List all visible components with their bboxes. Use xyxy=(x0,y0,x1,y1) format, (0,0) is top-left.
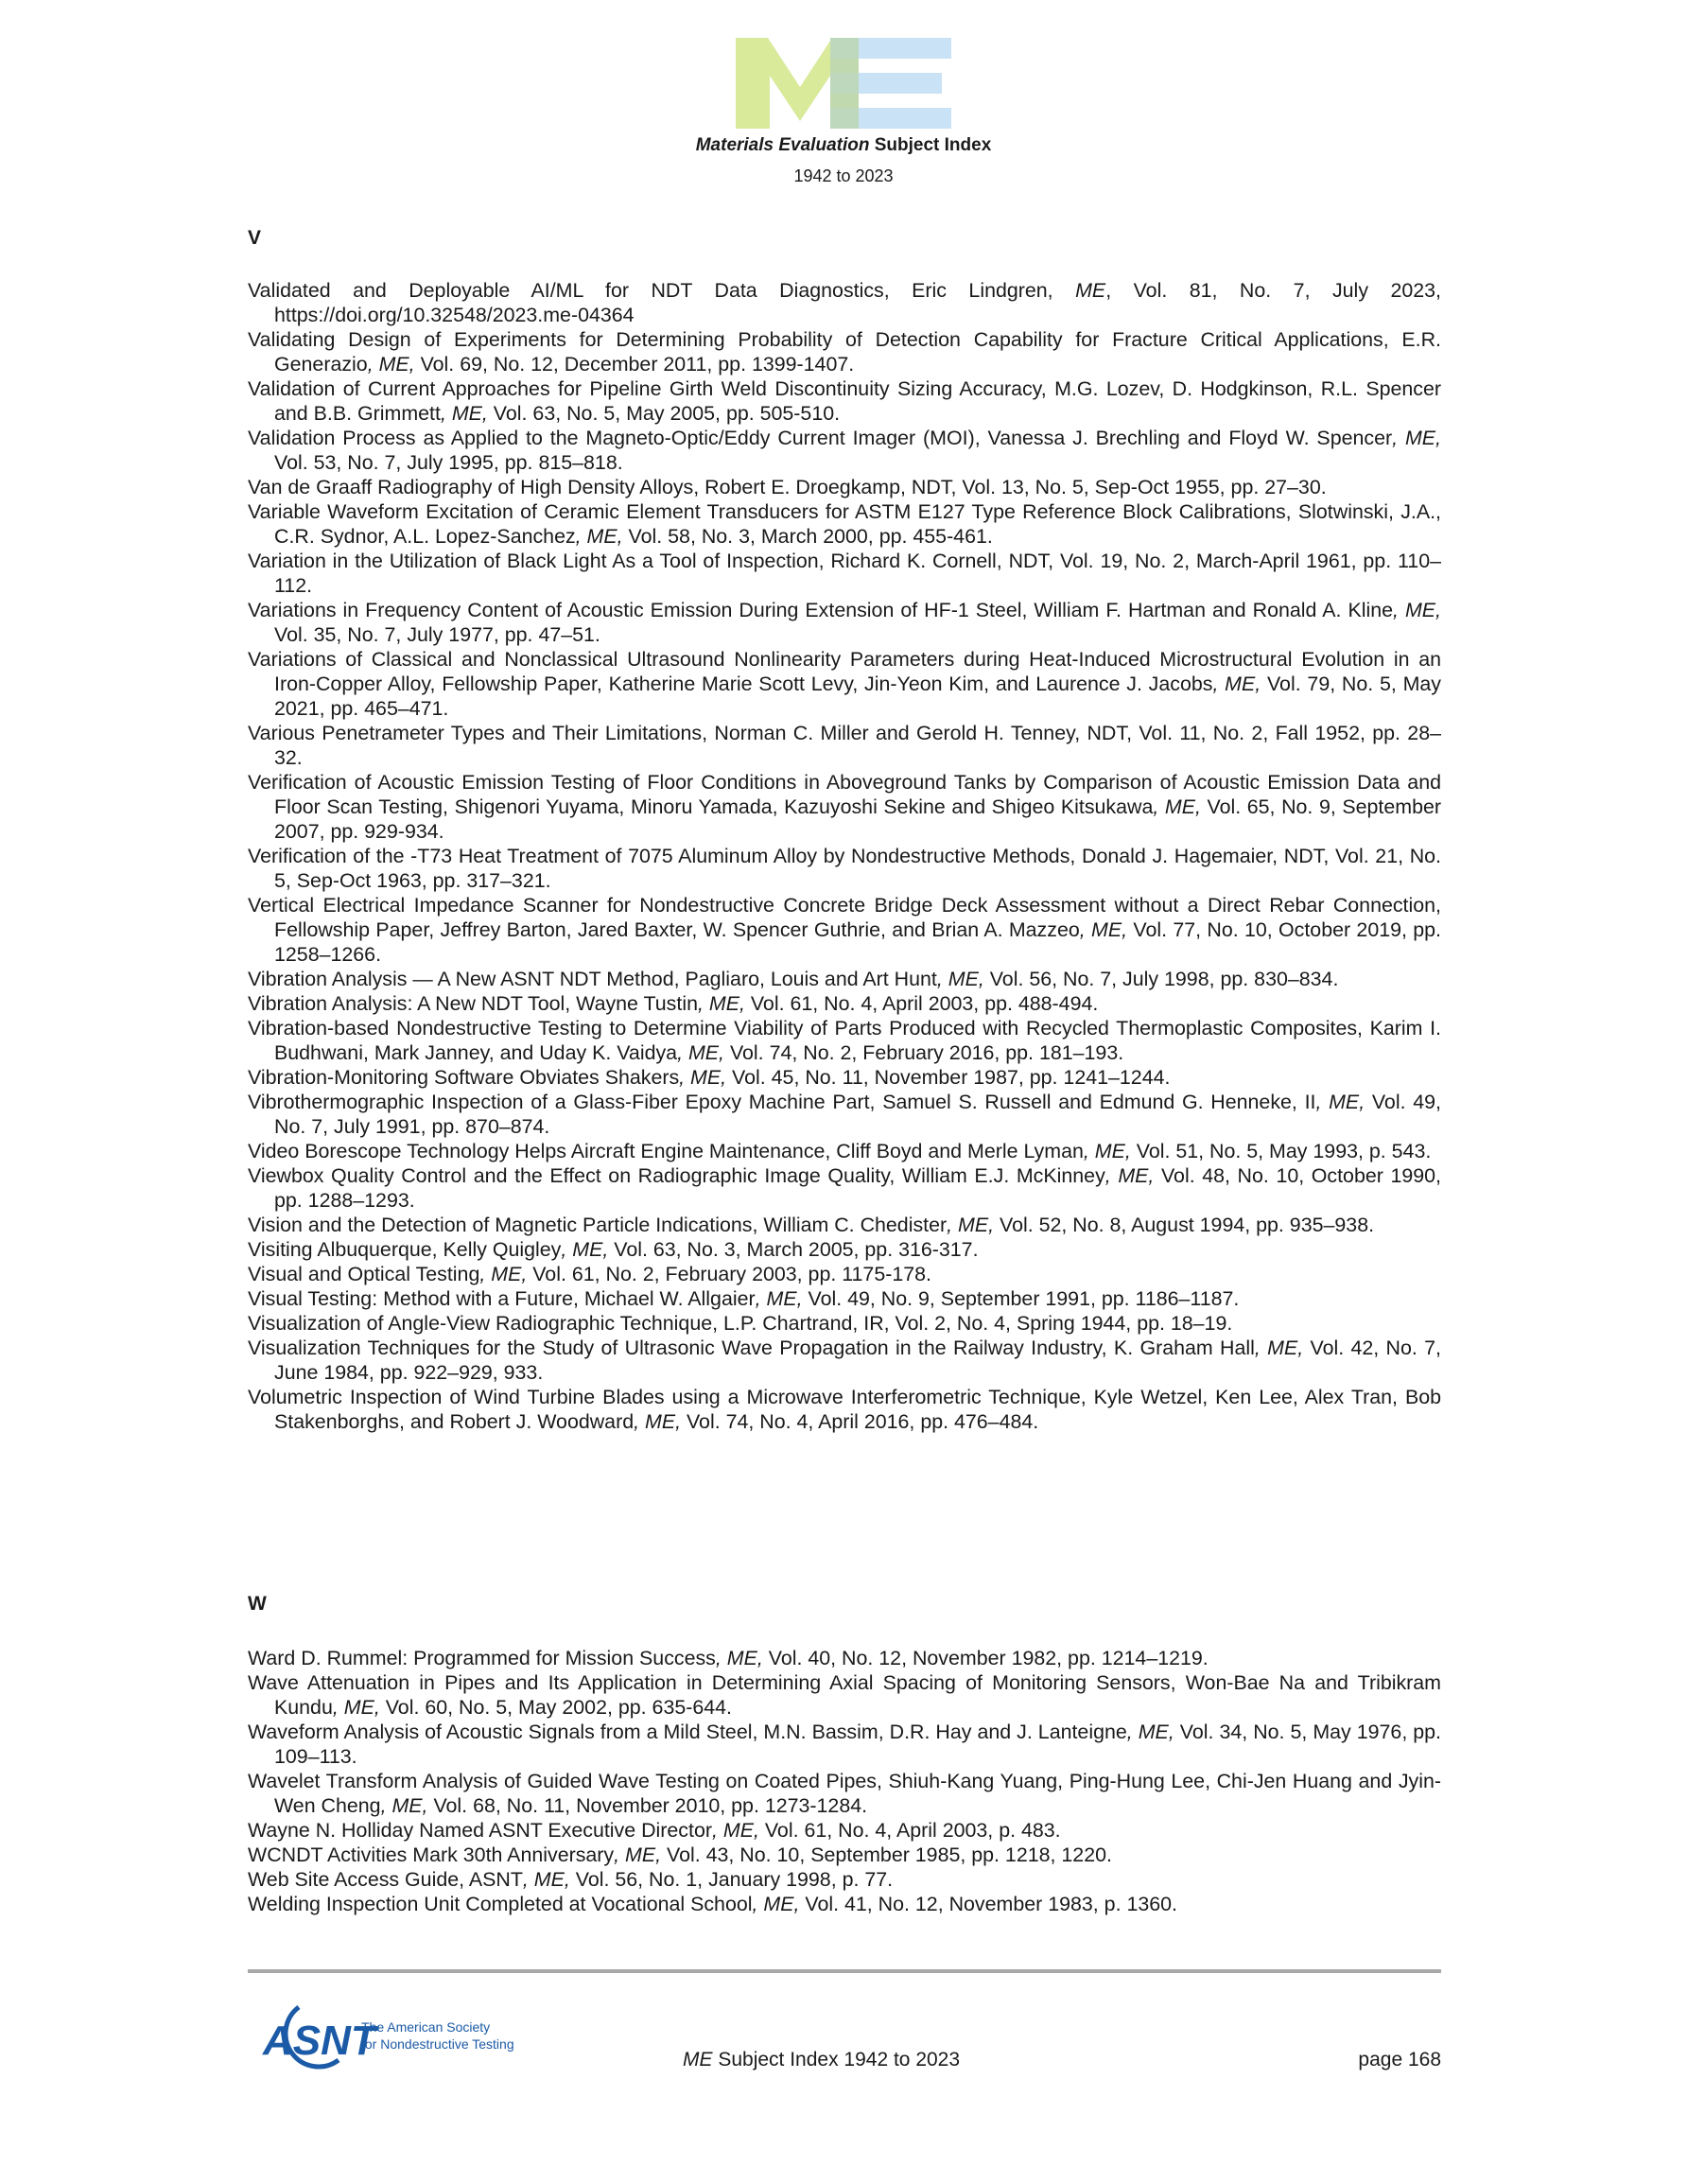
entry-title: Vision and the Detection of Magnetic Particle Indications, William C. Chedister xyxy=(248,1214,948,1236)
index-years: 1942 to 2023 xyxy=(793,166,894,185)
entry-journal: , ME, xyxy=(614,1843,662,1866)
entry-title: Visualization of Angle-View Radiographic Technique, L.P. Chartrand, IR, Vol. 2, No. 4, Spring 1944, pp. 18–19. xyxy=(248,1312,1233,1335)
entry-title: Verification of the -T73 Heat Treatment of 7075 Aluminum Alloy by Nondestructive Methods, Donald J. Hagemaier, NDT, Vol. 21, No. 5, Sep-Oct 1963, pp. 317–321. xyxy=(248,845,1441,892)
entry-citation: Vol. 48, No. 10, October 1990, pp. 1288–1293. xyxy=(274,1164,1441,1212)
entry-title: Wave Attenuation in Pipes and Its Application in Determining Axial Spacing of Monitoring Sensors, Won-Bae Na and Tribikram Kundu xyxy=(248,1671,1441,1719)
entry-title: Visual Testing: Method with a Future, Michael W. Allgaier xyxy=(248,1287,756,1310)
index-title: Materials Evaluation Subject Index xyxy=(695,135,992,155)
entry-journal: , ME, xyxy=(367,353,415,376)
entry-journal: , ME, xyxy=(1393,599,1441,621)
index-entry xyxy=(248,893,1441,967)
entry-citation: Vol. 63, No. 3, March 2005, pp. 316-317. xyxy=(608,1238,979,1261)
entry-title: Vibration-Monitoring Software Obviates Shakers xyxy=(248,1066,680,1089)
svg-text:for Nondestructive Testing: for Nondestructive Testing xyxy=(361,2036,514,2052)
entry-journal: , ME, xyxy=(697,992,745,1015)
entry-journal: , ME, xyxy=(1153,795,1201,818)
entry-citation: Vol. 60, No. 5, May 2002, pp. 635-644. xyxy=(379,1696,732,1719)
index-entry xyxy=(248,1867,1441,1892)
entry-journal: , ME, xyxy=(1104,1164,1155,1187)
entry-journal: , ME, xyxy=(332,1696,380,1719)
index-entry xyxy=(248,844,1441,893)
index-entry xyxy=(248,967,1441,991)
entry-title: Validation Process as Applied to the Magneto-Optic/Eddy Current Imager (MOI), Vanessa J. Brechling and Floyd W. Spencer xyxy=(248,427,1393,449)
entry-title: Vibration Analysis — A New ASNT NDT Method, Pagliaro, Louis and Art Hunt xyxy=(248,968,937,990)
index-entry xyxy=(248,499,1441,549)
entry-citation: Vol. 79, No. 5, May 2021, pp. 465–471. xyxy=(274,673,1441,720)
index-entry xyxy=(248,1065,1441,1090)
entry-journal: , ME, xyxy=(755,1287,803,1310)
index-entry xyxy=(248,1090,1441,1139)
entry-title: Volumetric Inspection of Wind Turbine Blades using a Microwave Interferometric Technique, Kyle Wetzel, Ken Lee, Alex Tran, Bob Stakenborghs, and Robert J. Woodward xyxy=(248,1386,1441,1433)
index-entry xyxy=(248,1385,1441,1434)
entry-title: Various Penetrameter Types and Their Limitations, Norman C. Miller and Gerold H. Tenney, NDT, Vol. 11, No. 2, Fall 1952, pp. 28–32. xyxy=(248,722,1441,769)
entry-citation: Vol. 52, No. 8, August 1994, pp. 935–938. xyxy=(994,1214,1375,1236)
entry-journal: , ME, xyxy=(440,402,488,425)
entry-journal: , ME, xyxy=(752,1893,800,1915)
entry-citation: Vol. 65, No. 9, September 2007, pp. 929-934. xyxy=(274,795,1442,843)
entry-journal: , ME, xyxy=(479,1263,528,1285)
entry-title: Viewbox Quality Control and the Effect on Radiographic Image Quality, William E.J. McKinney xyxy=(248,1164,1105,1187)
entry-title: Variations of Classical and Nonclassical Ultrasound Nonlinearity Parameters during Heat-Induced Microstructural Evolution in an Iron-Copper Alloy, Fellowship Paper, Katherine Marie Scott Levy, Jin-Yeon Kim, and Laurence J. Jacobs xyxy=(248,648,1441,695)
entry-citation: Vol. 43, No. 10, September 1985, pp. 1218, 1220. xyxy=(661,1843,1112,1866)
entry-journal: , ME, xyxy=(1079,918,1128,941)
entry-title: Ward D. Rummel: Programmed for Mission Success xyxy=(248,1647,716,1669)
entry-citation: Vol. 68, No. 11, November 2010, pp. 1273-1284. xyxy=(427,1794,868,1817)
entry-citation: Vol. 77, No. 10, October 2019, pp. 1258–1266. xyxy=(274,918,1442,966)
entry-title: Vertical Electrical Impedance Scanner for Nondestructive Concrete Bridge Deck Assessment without a Direct Rebar Connection, Fellowship Paper, Jeffrey Barton, Jared Baxter, W. Spencer Guthrie, and Brian A. Mazzeo xyxy=(248,894,1441,941)
entry-title: Wayne N. Holliday Named ASNT Executive Director xyxy=(248,1819,712,1842)
entry-title: WCNDT Activities Mark 30th Anniversary xyxy=(248,1843,615,1866)
entry-citation: Vol. 74, No. 2, February 2016, pp. 181–193. xyxy=(724,1041,1124,1064)
entry-citation: Vol. 49, No. 7, July 1991, pp. 870–874. xyxy=(274,1091,1441,1138)
index-entry xyxy=(248,426,1441,475)
index-entry xyxy=(248,1262,1441,1286)
entry-title: Variation in the Utilization of Black Light As a Tool of Inspection, Richard K. Cornell, NDT, Vol. 19, No. 2, March-April 1961, pp. 110–112. xyxy=(248,550,1441,597)
entry-title: Welding Inspection Unit Completed at Vocational School xyxy=(248,1893,753,1915)
index-entry xyxy=(248,1336,1441,1385)
index-entry xyxy=(248,647,1441,721)
entry-title: Visualization Techniques for the Study of Ultrasonic Wave Propagation in the Railway Industry, K. Graham Hall xyxy=(248,1337,1255,1359)
entry-title: Variable Waveform Excitation of Ceramic Element Transducers for ASTM E127 Type Reference Block Calibrations, Slotwinski, J.A., C.R. Sydnor, A.L. Lopez-Sanchez xyxy=(248,500,1441,548)
entry-citation: Vol. 61, No. 2, February 2003, pp. 1175-178. xyxy=(527,1263,931,1285)
section-letter-v: V xyxy=(248,227,262,249)
index-entry xyxy=(248,1843,1441,1867)
entry-journal: , ME, xyxy=(947,1214,995,1236)
entry-journal: , ME, xyxy=(711,1819,759,1842)
entry-journal: , ME, xyxy=(936,968,984,990)
index-entry xyxy=(248,1139,1441,1163)
index-entry xyxy=(248,721,1441,770)
entry-title: Van de Graaff Radiography of High Density Alloys, Robert E. Droegkamp, NDT, Vol. 13, No. 5, Sep-Oct 1955, pp. 27–30. xyxy=(248,476,1327,498)
index-entry xyxy=(248,991,1441,1016)
index-entry xyxy=(248,1670,1441,1720)
asnt-logo xyxy=(261,1998,526,2071)
index-entry xyxy=(248,770,1441,844)
entry-journal: ME xyxy=(1075,279,1106,302)
entry-title: Vibrothermographic Inspection of a Glass-Fiber Epoxy Machine Part, Samuel S. Russell and Edmund G. Henneke, II xyxy=(248,1091,1316,1113)
svg-text:The American Society: The American Society xyxy=(361,2019,491,2035)
index-entry xyxy=(248,1769,1441,1818)
entry-citation: , Vol. 81, No. 7, July 2023, https://doi.org/10.32548/2023.me-04364 xyxy=(274,279,1441,326)
svg-text:ASNT: ASNT xyxy=(263,2018,376,2064)
entry-title: Vibration Analysis: A New NDT Tool, Wayne Tustin xyxy=(248,992,698,1015)
index-entry xyxy=(248,1311,1441,1336)
entry-title: Verification of Acoustic Emission Testing of Floor Conditions in Aboveground Tanks by Comparison of Acoustic Emission Data and Floor Scan Testing, Shigenori Yuyama, Minoru Yamada, Kazuyoshi Sekine and Shigeo Kitsukawa xyxy=(248,771,1441,818)
entry-journal: , ME, xyxy=(679,1066,727,1089)
index-entry xyxy=(248,1646,1441,1670)
entry-citation: Vol. 61, No. 4, April 2003, p. 483. xyxy=(758,1819,1061,1842)
me-logo xyxy=(736,38,951,129)
entry-citation: Vol. 58, No. 3, March 2000, pp. 455-461. xyxy=(622,525,993,548)
section-letter-w: W xyxy=(248,1593,267,1615)
index-entry xyxy=(248,1213,1441,1237)
entry-citation: Vol. 53, No. 7, July 1995, pp. 815–818. xyxy=(274,451,623,474)
index-entry xyxy=(248,1818,1441,1843)
entry-citation: Vol. 56, No. 7, July 1998, pp. 830–834. xyxy=(983,968,1339,990)
entry-citation: Vol. 41, No. 12, November 1983, p. 1360. xyxy=(799,1893,1177,1915)
entry-journal: , ME, xyxy=(575,525,623,548)
section-w-entries xyxy=(248,1646,1441,1916)
entry-citation: Vol. 42, No. 7, June 1984, pp. 922–929, 933. xyxy=(274,1337,1441,1384)
entry-citation: Vol. 40, No. 12, November 1982, pp. 1214–1219. xyxy=(762,1647,1209,1669)
entry-title: Waveform Analysis of Acoustic Signals from a Mild Steel, M.N. Bassim, D.R. Hay and J. Lanteigne xyxy=(248,1721,1127,1743)
entry-journal: , ME, xyxy=(715,1647,763,1669)
entry-citation: Vol. 63, No. 5, May 2005, pp. 505-510. xyxy=(487,402,841,425)
footer-rule xyxy=(248,1969,1441,1973)
entry-journal: , ME, xyxy=(1126,1721,1174,1743)
index-entry xyxy=(248,475,1441,499)
entry-citation: Vol. 35, No. 7, July 1977, pp. 47–51. xyxy=(274,623,600,646)
entry-title: Vibration-based Nondestructive Testing to Determine Viability of Parts Produced with Recycled Thermoplastic Composites, Karim I. Budhwani, Mark Janney, and Uday K. Vaidya xyxy=(248,1017,1441,1064)
entry-title: Web Site Access Guide, ASNT xyxy=(248,1868,523,1891)
entry-journal: , ME, xyxy=(1212,673,1261,695)
entry-citation: Vol. 69, No. 12, December 2011, pp. 1399-1407. xyxy=(414,353,855,376)
index-entry xyxy=(248,1892,1441,1916)
entry-citation: Vol. 45, No. 11, November 1987, pp. 1241–1244. xyxy=(726,1066,1171,1089)
entry-citation: Vol. 51, No. 5, May 1993, p. 543. xyxy=(1130,1140,1432,1162)
entry-journal: , ME, xyxy=(1083,1140,1131,1162)
entry-journal: , ME, xyxy=(677,1041,724,1064)
entry-citation: Vol. 74, No. 4, April 2016, pp. 476–484. xyxy=(681,1410,1039,1433)
entry-journal: , ME, xyxy=(561,1238,609,1261)
entry-title: Validating Design of Experiments for Determining Probability of Detection Capability for Fracture Critical Applications, E.R. Generazio xyxy=(248,328,1441,376)
entry-journal: , ME, xyxy=(522,1868,570,1891)
index-entry xyxy=(248,278,1441,327)
entry-journal: , ME, xyxy=(634,1410,682,1433)
index-entry xyxy=(248,1286,1441,1311)
index-entry xyxy=(248,598,1441,647)
entry-title: Validated and Deployable AI/ML for NDT Data Diagnostics, Eric Lindgren, xyxy=(248,279,1076,302)
entry-citation: Vol. 49, No. 9, September 1991, pp. 1186–1187. xyxy=(802,1287,1240,1310)
entry-title: Variations in Frequency Content of Acoustic Emission During Extension of HF-1 Steel, William F. Hartman and Ronald A. Kline xyxy=(248,599,1394,621)
entry-title: Validation of Current Approaches for Pipeline Girth Weld Discontinuity Sizing Accuracy, M.G. Lozev, D. Hodgkinson, R.L. Spencer and B.B. Grimmett xyxy=(248,377,1441,425)
index-entry xyxy=(248,327,1441,376)
entry-title: Video Borescope Technology Helps Aircraft Engine Maintenance, Cliff Boyd and Merle Lyman xyxy=(248,1140,1084,1162)
entry-journal: , ME, xyxy=(380,1794,428,1817)
section-v-entries xyxy=(248,278,1441,1434)
index-entry xyxy=(248,1237,1441,1262)
footer-index-label: ME Subject Index 1942 to 2023 xyxy=(683,2049,961,2070)
entry-journal: , ME, xyxy=(1254,1337,1304,1359)
entry-title: Wavelet Transform Analysis of Guided Wave Testing on Coated Pipes, Shiuh-Kang Yuang, Ping-Hung Lee, Chi-Jen Huang and Jyin-Wen Cheng xyxy=(248,1770,1441,1817)
entry-citation: Vol. 56, No. 1, January 1998, p. 77. xyxy=(569,1868,894,1891)
entry-journal: , ME, xyxy=(1392,427,1441,449)
entry-title: Visiting Albuquerque, Kelly Quigley xyxy=(248,1238,562,1261)
index-entry xyxy=(248,1016,1441,1065)
entry-journal: , ME, xyxy=(1315,1091,1365,1113)
entry-title: Visual and Optical Testing xyxy=(248,1263,480,1285)
index-entry xyxy=(248,1720,1441,1769)
index-entry xyxy=(248,1163,1441,1213)
entry-citation: Vol. 61, No. 4, April 2003, pp. 488-494. xyxy=(744,992,1099,1015)
entry-citation: Vol. 34, No. 5, May 1976, pp. 109–113. xyxy=(274,1721,1442,1768)
page-number: page 168 xyxy=(1358,2049,1441,2070)
index-entry xyxy=(248,376,1441,426)
index-entry xyxy=(248,549,1441,598)
